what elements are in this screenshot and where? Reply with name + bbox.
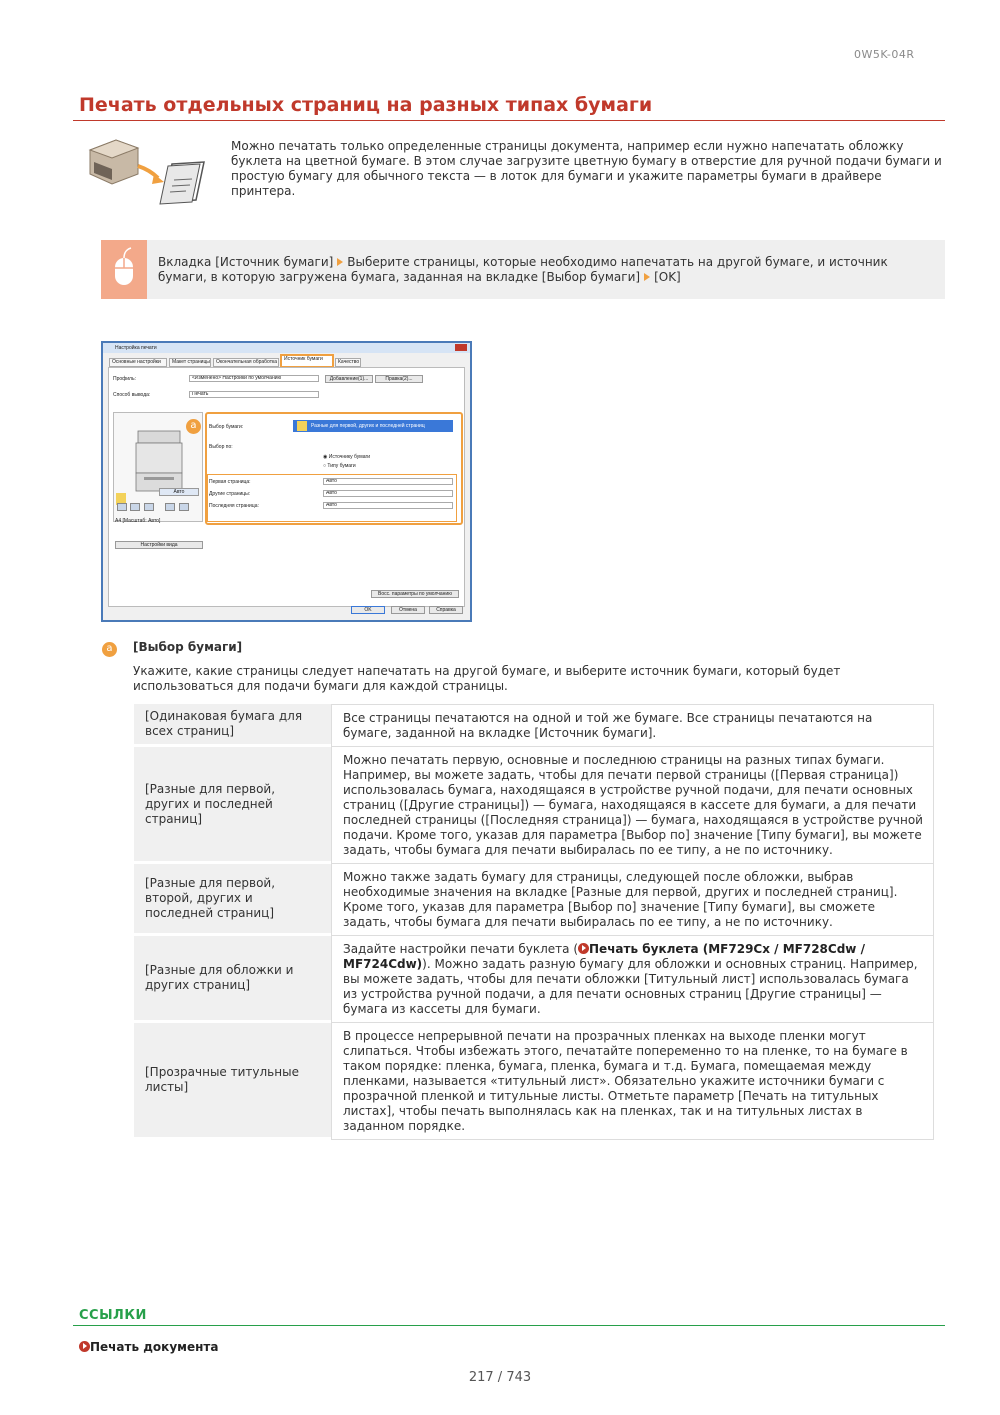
radio-by-source[interactable]: ◉ Источнику бумаги [323,454,371,460]
section-title: [Выбор бумаги] [133,640,243,654]
title-divider [73,120,945,121]
cancel-button[interactable]: Отмена [391,606,425,614]
option-name: [Разные для первой, второй, других и последней страниц] [134,864,331,936]
paper-info-label: A4 [Масштаб: Авто] [115,518,161,524]
procedure-step-2: Выберите страницы, которые необходимо напечатать на другой бумаге, и источник бумаги, в которую загружена бумага, заданная на вкладке [Выбор бумаги] [158,255,888,284]
links-heading: ССЫЛКИ [79,1308,147,1323]
paper-icon [297,421,307,431]
edit-profile-button[interactable]: Правка(2)... [375,375,423,383]
table-row [134,864,934,936]
radio-by-type[interactable]: ○ Типу бумаги [323,463,356,469]
table-row [134,704,934,747]
view-icon[interactable] [130,503,140,511]
paper-select-label: Выбор бумаги: [209,424,244,430]
last-page-select[interactable]: Авто [323,502,453,509]
radio-by-source-label: Источнику бумаги [328,454,371,460]
option-name: [Разные для обложки и других страниц] [134,936,331,1023]
printer-to-paper-illustration [86,136,212,206]
option-name: [Одинаковая бумага для всех страниц] [134,704,331,747]
ok-button[interactable]: OK [351,606,385,614]
procedure-step-1: Вкладка [Источник бумаги] [158,255,334,269]
procedure-step-3: [OK] [654,270,681,284]
mouse-icon [101,240,147,299]
procedure-text [158,255,928,285]
printer-icon [86,136,212,206]
tab-basic-settings[interactable]: Основные настройки [109,358,167,367]
callout-marker-a: a [186,419,201,434]
options-table [134,704,934,1140]
other-pages-label: Другие страницы: [209,491,251,497]
section-description: Укажите, какие страницы следует напечатать на другой бумаге, и выберите источник бумаги, который будет использоваться для подачи бумаги для каждой страницы. [133,664,841,693]
option-description [331,936,934,1023]
view-icon[interactable] [144,503,154,511]
link-print-document-label[interactable]: Печать документа [90,1340,219,1354]
view-settings-button[interactable]: Настройки вида [115,541,203,549]
dialog-panel [108,367,465,607]
link-print-document[interactable] [79,1340,218,1354]
output-method-label: Способ вывода: [113,392,151,398]
preview-icon-row [117,503,201,513]
dialog-titlebar: Настройка печати [103,343,470,353]
table-row [134,936,934,1023]
option-name: [Разные для первой, других и последней страниц] [134,747,331,864]
links-divider [73,1325,945,1326]
table-row [134,1023,934,1140]
first-page-label: Первая страница: [209,479,251,485]
tab-paper-source[interactable]: Источник бумаги [281,355,333,367]
link-arrow-icon[interactable] [79,1341,90,1352]
option-name: [Прозрачные титульные листы] [134,1023,331,1140]
option-description: Можно также задать бумагу для страницы, следующей после обложки, выбрав необходимые значения на вкладке [Разные для первой, других и последней страниц]. Кроме того, указав для параметра [Выбор по] значение [Типу бумаги], вы сможете задать, чтобы бумага для печати выбиралась по ее типу, а не по источнику. [331,864,934,936]
radio-by-type-label: Типу бумаги [327,463,356,469]
option-description: Можно печатать первую, основные и последнюю страницы на разных типах бумаги. Например, вы можете задать, чтобы для печати первой страницы ([Первая страница]) использовалась бумага, находящаяся в устройстве ручной подачи, для печати основных страниц ([Другие страницы]) — бумага, находящаяся в кассете для бумаги, а для печати последней страницы ([Последняя страница]) — бумага, находящаяся в устройстве ручной подачи. Кроме того, указав для параметра [Выбор по] значение [Типу бумаги], вы можете задать, чтобы бумага для печати выбиралась по ее типу, а не по источнику. [331,747,934,864]
last-page-label: Последняя страница: [209,503,259,509]
page-number: 217 / 743 [468,1370,532,1385]
view-icon[interactable] [117,503,127,511]
close-icon[interactable] [455,344,467,351]
option-description: Все страницы печатаются на одной и той же бумаге. Все страницы печатаются на бумаге, заданной на вкладке [Источник бумаги]. [331,704,934,747]
tab-finishing[interactable]: Окончательная обработка [213,358,279,367]
section-marker-a: a [102,642,117,657]
first-page-select[interactable]: Авто [323,478,453,485]
next-arrow-icon [337,258,343,266]
option-description-after: ). Можно задать разную бумагу для обложки и основных страниц. Например, вы можете задать, чтобы для печати обложки [Титульный лист] использовалась бумага из устройства ручной подачи, а для печати основных страниц [Другие страницы] — бумага из кассеты для бумаги. [343,957,918,1016]
add-profile-button[interactable]: Добавление(1)... [325,375,373,383]
profile-label: Профиль: [113,376,136,382]
view-icon[interactable] [165,503,175,511]
restore-defaults-button[interactable]: Восс. параметры по умолчанию [371,590,459,598]
booklet-printing-link[interactable]: Печать буклета (MF729Cx / MF728Cdw / MF724Cdw) [343,942,865,971]
paper-select-dropdown[interactable]: Разные для первой, других и последней страниц [293,420,453,432]
tab-page-setup[interactable]: Макет страницы [169,358,211,367]
option-description: В процессе непрерывной печати на прозрачных пленках на выходе пленки могут слипаться. Чтобы избежать этого, печатайте попеременно то на пленке, то на бумаге в таком порядке: пленка, бумага, пленка, бумага и т.д. Бумага, помещаемая между пленками, называется «титульный лист». Обязательно укажите источники бумаги с прозрачной пленкой и титульные листы. Отметьте параметр [Печать на титульных листах], чтобы печать выполнялась как на пленках, так и на титульных листах в заданном порядке. [331,1023,934,1140]
view-icon[interactable] [179,503,189,511]
print-settings-dialog [101,341,472,622]
intro-paragraph: Можно печатать только определенные страницы документа, например если нужно напечатать обложку буклета на цветной бумаге. В этом случае загрузите цветную бумагу в отверстие для ручной подачи бумаги и простую бумагу для обычного текста — в лоток для бумаги и укажите параметры бумаги в драйвере принтера. [231,139,942,198]
page-title: Печать отдельных страниц на разных типах бумаги [79,94,653,116]
other-pages-select[interactable]: Авто [323,490,453,497]
output-method-select[interactable]: Печать [189,391,319,398]
option-description-before: Задайте настройки печати буклета ( [343,942,579,956]
table-row [134,747,934,864]
auto-button[interactable]: Авто [159,488,199,496]
select-by-label: Выбор по: [209,444,233,450]
procedure-box [101,240,945,299]
next-arrow-icon [644,273,650,281]
tab-quality[interactable]: Качество [335,358,361,367]
help-button[interactable]: Справка [429,606,463,614]
profile-select[interactable]: <Изменено> Настройки по умолчанию [189,375,319,382]
document-id: 0W5K-04R [854,48,915,61]
link-arrow-icon[interactable] [578,943,589,954]
